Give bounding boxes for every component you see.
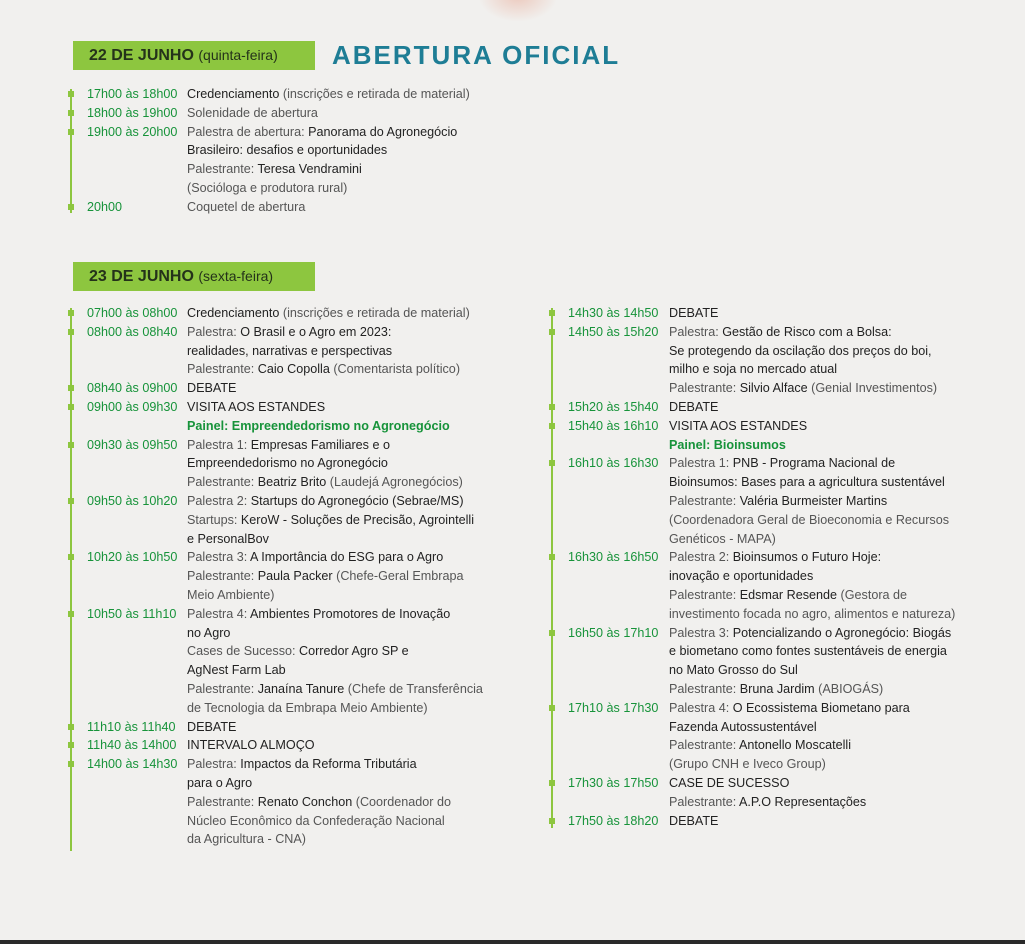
description-text: Palestrante: [669, 681, 740, 696]
timeline-dot [68, 742, 74, 748]
description-text: Coquetel de abertura [187, 199, 306, 214]
description-text: Bioinsumos: Bases para a agricultura sustentável [669, 475, 945, 490]
timeline-dot [68, 129, 74, 135]
description-text: (Chefe de Transferência [344, 681, 483, 696]
description-line [187, 530, 474, 549]
description-line [187, 304, 470, 323]
description-line [187, 548, 464, 567]
entry-description [669, 398, 718, 417]
description-text: Beatriz Brito [257, 475, 327, 490]
description-text: VISITA AOS ESTANDES [187, 400, 326, 414]
description-line [187, 774, 451, 793]
description-text: realidades, narrativas e perspectivas [187, 343, 393, 358]
day1-date: 22 DE JUNHO [89, 47, 194, 64]
description-line [669, 436, 807, 455]
description-text: Empreendedorismo no Agronegócio [187, 456, 388, 471]
description-text: Palestra 4: [187, 606, 251, 621]
day1-badge [73, 41, 315, 70]
description-line [669, 511, 949, 530]
description-text: Startups: [187, 512, 241, 527]
description-line [187, 379, 236, 398]
description-text: O Brasil e o Agro em 2023: [240, 324, 392, 339]
description-text: Cases de Sucesso: [187, 644, 300, 659]
day2-schedule-left [68, 304, 508, 852]
entry-time: 16h10 às 16h30 [568, 456, 659, 471]
description-line [187, 454, 463, 473]
description-line [187, 85, 470, 104]
description-text: Palestra: [187, 757, 241, 772]
entry-description [187, 198, 305, 217]
description-text: Bioinsumos o Futuro Hoje: [732, 550, 882, 565]
entry-description [187, 85, 470, 104]
entry-description [187, 323, 460, 379]
description-text: (Coordenador do [352, 794, 451, 809]
decorative-blob [478, 0, 558, 22]
description-text: DEBATE [669, 306, 719, 320]
description-line [187, 642, 483, 661]
entry-description [187, 548, 464, 604]
description-line [669, 567, 955, 586]
description-line [187, 342, 460, 361]
entry-description [669, 624, 951, 699]
entry-description [669, 323, 937, 398]
description-text: Paula Packer [257, 569, 333, 584]
description-text: (Laudejá Agronegócios) [326, 475, 463, 490]
description-line [187, 179, 457, 198]
description-line [669, 304, 718, 323]
timeline-dot [549, 630, 555, 636]
entry-description [187, 605, 483, 718]
description-line [669, 417, 807, 436]
description-text: A.P.O Representações [739, 794, 867, 809]
description-text: Núcleo Econômico da Confederação Nacional [187, 813, 445, 828]
description-line [669, 360, 937, 379]
description-line [669, 736, 910, 755]
description-text: Impactos da Reforma Tributária [240, 757, 417, 772]
description-line [669, 605, 955, 624]
timeline-dot [68, 204, 74, 210]
entry-time: 08h40 às 09h00 [87, 381, 178, 396]
description-text: (Grupo CNH e Iveco Group) [669, 757, 826, 772]
timeline-dot [549, 554, 555, 560]
description-line [187, 141, 457, 160]
entry-time: 15h20 às 15h40 [568, 400, 659, 414]
timeline-dot [68, 498, 74, 504]
description-line [669, 342, 937, 361]
description-text: Teresa Vendramini [257, 162, 362, 177]
description-text: no Agro [187, 625, 231, 640]
description-text: (Genial Investimentos) [807, 381, 938, 396]
description-text: Valéria Burmeister Martins [739, 493, 888, 508]
entry-description [187, 123, 457, 198]
day2-weekday: (sexta-feira) [198, 268, 274, 284]
description-text: Edsmar Resende [739, 587, 838, 602]
description-text: O Ecossistema Biometano para [732, 700, 910, 715]
description-text: Palestrante: [187, 569, 258, 584]
description-line [669, 398, 718, 417]
day2-schedule-right [549, 304, 989, 834]
description-text: e PersonalBov [187, 531, 269, 546]
description-text: Corredor Agro SP e [299, 644, 409, 659]
description-text: Se protegendo da oscilação dos preços do boi, [669, 343, 932, 358]
entry-time: 08h00 às 08h40 [87, 324, 178, 339]
description-text: DEBATE [669, 813, 719, 828]
description-line [187, 661, 483, 680]
description-text: de Tecnologia da Embrapa Meio Ambiente) [187, 700, 428, 715]
description-line [669, 642, 951, 661]
timeline-line [70, 89, 72, 213]
timeline-dot [68, 442, 74, 448]
description-text: Credenciamento [187, 87, 280, 101]
description-line [187, 198, 305, 217]
entry-description [669, 304, 718, 323]
entry-time: 15h40 às 16h10 [568, 418, 659, 433]
description-line [669, 680, 951, 699]
description-text: Palestra 3: [669, 625, 733, 640]
timeline-dot [68, 310, 74, 316]
description-text: Palestrante: [669, 381, 740, 396]
description-text: Meio Ambiente) [187, 587, 275, 602]
description-text: Caio Copolla [257, 362, 330, 377]
description-line [669, 492, 949, 511]
timeline-dot [68, 110, 74, 116]
description-line [187, 830, 451, 849]
entry-description [669, 774, 866, 812]
description-text: (ABIOGÁS) [814, 681, 884, 696]
description-text: (Coordenadora Geral de Bioeconomia e Recursos [669, 512, 950, 527]
description-line [187, 812, 451, 831]
description-text: (Chefe-Geral Embrapa [332, 569, 464, 584]
day2-badge [73, 262, 315, 291]
entry-description [669, 417, 807, 455]
description-text: Palestrante: [187, 681, 258, 696]
timeline-line [551, 308, 553, 828]
entry-time: 09h00 às 09h30 [87, 400, 178, 414]
description-line [187, 323, 460, 342]
description-line [187, 104, 318, 123]
entry-time: 18h00 às 19h00 [87, 105, 178, 120]
description-text: Brasileiro: desafios e oportunidades [187, 143, 388, 158]
description-text: INTERVALO ALMOÇO [187, 738, 315, 753]
entry-time: 09h30 às 09h50 [87, 437, 178, 452]
description-text: Palestra: [187, 324, 241, 339]
entry-description [187, 492, 474, 548]
entry-description [187, 379, 236, 398]
description-text: Antonello Moscatelli [739, 738, 852, 753]
description-line [669, 454, 949, 473]
description-line [187, 567, 464, 586]
entry-time: 16h30 às 16h50 [568, 550, 659, 565]
description-text: Bruna Jardim [739, 681, 815, 696]
entry-time: 14h30 às 14h50 [568, 306, 659, 320]
description-line [669, 661, 951, 680]
description-text: investimento focada no agro, alimentos e natureza) [669, 606, 956, 621]
description-line [187, 605, 483, 624]
description-text: KeroW - Soluções de Precisão, Agrointelli [240, 512, 475, 527]
section-title: ABERTURA OFICIAL [332, 40, 621, 70]
description-text: DEBATE [669, 400, 719, 414]
entry-time: 11h40 às 14h00 [87, 738, 177, 753]
description-text: Silvio Alface [739, 381, 808, 396]
day1-weekday: (quinta-feira) [198, 47, 278, 63]
entry-description [187, 436, 463, 492]
timeline-dot [68, 91, 74, 97]
timeline-dot [68, 554, 74, 560]
timeline-dot [549, 329, 555, 335]
timeline-dot [549, 310, 555, 316]
description-line [669, 548, 955, 567]
entry-time: 11h10 às 11h40 [87, 719, 176, 734]
entry-description [669, 699, 910, 774]
description-text: para o Agro [187, 775, 253, 790]
description-text: Fazenda Autossustentável [669, 719, 817, 734]
description-line [187, 624, 483, 643]
entry-description [187, 398, 450, 436]
timeline-dot [68, 611, 74, 617]
entry-time: 17h30 às 17h50 [568, 776, 659, 790]
entry-time: 17h00 às 18h00 [87, 87, 178, 101]
timeline-dot [549, 460, 555, 466]
description-line [187, 699, 483, 718]
description-text: Palestrante: [669, 738, 740, 753]
description-line [187, 473, 463, 492]
description-line [187, 436, 463, 455]
description-line [187, 417, 450, 436]
description-text: e biometano como fontes sustentáveis de energia [669, 644, 947, 659]
timeline-dot [68, 385, 74, 391]
description-text: Palestra 1: [187, 437, 251, 452]
bottom-border [0, 940, 1025, 944]
description-line [187, 755, 451, 774]
description-line [669, 812, 718, 831]
entry-description [187, 304, 470, 323]
description-text: Ambientes Promotores de Inovação [250, 606, 451, 621]
description-line [187, 123, 457, 142]
entry-time: 09h50 às 10h20 [87, 494, 178, 508]
entry-time: 10h50 às 11h10 [87, 606, 177, 621]
description-text: Palestra de abertura: [187, 124, 309, 139]
description-text: Palestrante: [187, 794, 258, 809]
entry-description [187, 736, 315, 755]
description-line [669, 624, 951, 643]
day2-date: 23 DE JUNHO [89, 268, 194, 285]
description-line [669, 755, 910, 774]
description-line [187, 398, 450, 417]
description-text: Empresas Familiares e o [250, 437, 390, 452]
description-text: (Gestora de [837, 587, 908, 602]
timeline-dot [68, 329, 74, 335]
description-text: Palestrante: [187, 362, 258, 377]
entry-description [669, 812, 718, 831]
description-text: PNB - Programa Nacional de [732, 456, 896, 471]
day1-schedule [68, 85, 508, 220]
description-line [187, 736, 315, 755]
description-text: CASE DE SUCESSO [669, 776, 790, 790]
description-line [187, 492, 474, 511]
description-text: inovação e oportunidades [669, 569, 814, 584]
description-text: DEBATE [187, 381, 237, 396]
description-line [187, 160, 457, 179]
entry-time: 10h20 às 10h50 [87, 550, 178, 565]
description-text: da Agricultura - CNA) [187, 832, 306, 847]
description-text: milho e soja no mercado atual [669, 362, 838, 377]
entry-description [187, 755, 451, 849]
description-text: Potencializando o Agronegócio: Biogás [732, 625, 952, 640]
entry-description [669, 454, 949, 548]
description-text: Genéticos - MAPA) [669, 531, 776, 546]
entry-time: 20h00 [87, 199, 123, 214]
entry-description [187, 104, 318, 123]
description-line [669, 379, 937, 398]
description-text: Palestra 2: [187, 494, 251, 508]
timeline-dot [549, 423, 555, 429]
timeline-dot [549, 780, 555, 786]
description-line [669, 530, 949, 549]
description-text: Palestra 1: [669, 456, 733, 471]
description-line [669, 718, 910, 737]
description-text: (Comentarista político) [329, 362, 461, 377]
timeline-dot [68, 404, 74, 410]
timeline-dot [549, 818, 555, 824]
description-text: Palestra: [669, 324, 723, 339]
description-line [187, 360, 460, 379]
description-line [187, 511, 474, 530]
description-text: A Importância do ESG para o Agro [250, 550, 444, 565]
description-text: Palestra 2: [669, 550, 733, 565]
panel-title: Painel: Empreendedorismo no Agronegócio [187, 418, 450, 433]
panel-title: Painel: Bioinsumos [669, 437, 786, 452]
description-line [669, 473, 949, 492]
description-text: (inscrições e retirada de material) [279, 306, 470, 320]
description-text: Janaína Tanure [257, 681, 345, 696]
description-line [669, 323, 937, 342]
description-text: Palestrante: [669, 587, 740, 602]
description-text: Palestrante: [669, 794, 740, 809]
entry-time: 14h50 às 15h20 [568, 324, 659, 339]
description-line [669, 586, 955, 605]
description-line [187, 718, 236, 737]
entry-time: 19h00 às 20h00 [87, 124, 178, 139]
description-text: Panorama do Agronegócio [308, 124, 458, 139]
description-text: Gestão de Risco com a Bolsa: [722, 324, 892, 339]
description-text: (inscrições e retirada de material) [279, 87, 470, 101]
description-text: Renato Conchon [257, 794, 353, 809]
description-text: Startups do Agronegócio (Sebrae/MS) [250, 494, 464, 508]
description-text: Credenciamento [187, 306, 280, 320]
description-text: VISITA AOS ESTANDES [669, 418, 808, 433]
description-text: no Mato Grosso do Sul [669, 663, 798, 678]
timeline-dot [68, 724, 74, 730]
entry-time: 17h10 às 17h30 [568, 700, 659, 715]
description-text: AgNest Farm Lab [187, 663, 286, 678]
description-text: (Socióloga e produtora rural) [187, 180, 348, 195]
description-text: Palestrante: [187, 475, 258, 490]
description-text: Palestra 3: [187, 550, 251, 565]
entry-description [187, 718, 236, 737]
timeline-dot [549, 705, 555, 711]
timeline-dot [68, 761, 74, 767]
description-line [669, 699, 910, 718]
entry-time: 16h50 às 17h10 [568, 625, 659, 640]
entry-description [669, 548, 955, 623]
description-line [187, 586, 464, 605]
description-text: Palestrante: [187, 162, 258, 177]
description-text: Palestra 4: [669, 700, 733, 715]
description-text: Solenidade de abertura [187, 105, 318, 120]
timeline-dot [549, 404, 555, 410]
entry-time: 17h50 às 18h20 [568, 813, 659, 828]
entry-time: 07h00 às 08h00 [87, 306, 178, 320]
description-text: Palestrante: [669, 493, 740, 508]
description-line [669, 793, 866, 812]
description-text: DEBATE [187, 719, 237, 734]
description-line [187, 680, 483, 699]
entry-time: 14h00 às 14h30 [87, 757, 178, 772]
description-line [187, 793, 451, 812]
description-line [669, 774, 866, 793]
